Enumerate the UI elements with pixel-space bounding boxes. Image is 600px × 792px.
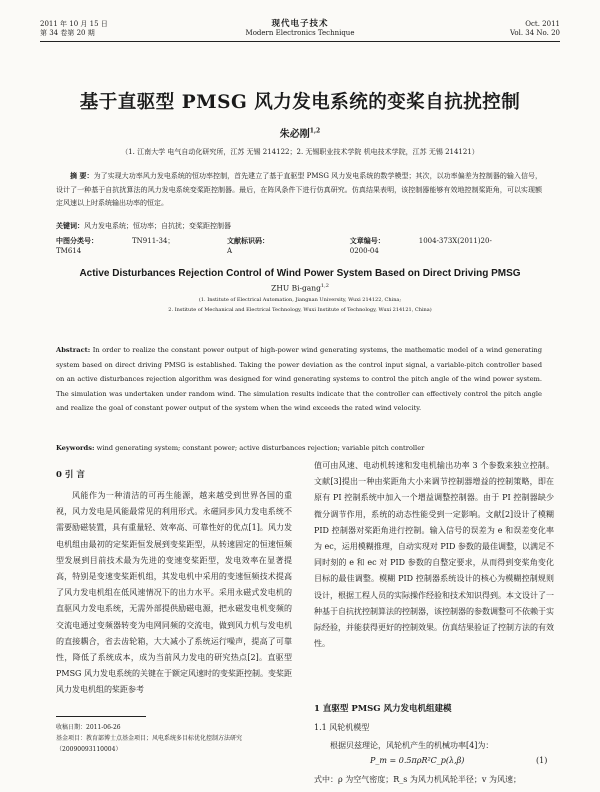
affiliation-en-2: 2. Institute of Mechanical and Electrical Technology, Wuxi Institute of Technology, Wuxi 214121, China)	[168, 307, 432, 313]
keywords-cn-label: 关键词：	[56, 221, 84, 230]
cls-value: TN911-34；TM614	[56, 237, 175, 255]
doc-code-label: 文献标识码：	[227, 236, 269, 245]
doc-code	[227, 236, 316, 255]
header-volume-cn: 第 34 卷第 20 期	[40, 29, 95, 37]
doc-code-value: A	[227, 247, 233, 255]
equation-description: 式中：ρ 为空气密度；R_s 为风力机风轮半径；v 为风速；	[314, 775, 521, 784]
intro-left-text: 风能作为一种清洁的可再生能源，越来越受到世界各国的重视，风力发电是风能最常见的利用形式。永磁同步风力发电系统不需要励磁装置，具有重量轻、效率高、可靠性好的优点[1]。风力发电机组由最初的定桨距恒发展到变桨距型，从转速固定的恒速恒频型发展到目前技术最为先进的变速变桨距型，发电效率在显著提高，特别是变速变桨距机组，其发电机中采用的变速恒频技术提高了风力发电机组在低风速情况下的出力水平。采用永磁式发电机的直驱风力发电系统，无需外部提供励磁电源，把永磁发电机变频的交流电通过变频器转变为电网同频的交流电，做到风力机与发电机的直接耦合，省去齿轮箱，大大减小了系统运行噪声，提高了可靠性，降低了系统成本，成为当前风力发电的研究热点[2]。直驱型 PMSG 风力发电系统的关键在于额定风速时的变桨距控制。变桨距风力发电机组的桨距参考	[56, 491, 292, 695]
abstract-en-label: Abstract:	[56, 346, 91, 354]
abstract-en	[56, 343, 542, 416]
author-en	[0, 283, 600, 293]
abstract-cn-text: 为了实现大功率风力发电系统的恒功率控制，首先建立了基于直驱型 PMSG 风力发电系统的数学模型；其次，以功率偏差为控制器的输入信号，设计了一种基于自抗扰算法的风力发电系统变桨距控制器。最后，在阵风条件下进行仿真研究。仿真结果表明，该控制器能够有效地控制桨距角，可以实现额定风速以上时系统输出功率的恒定。	[56, 172, 543, 207]
journal-name-cn: 现代电子技术	[271, 19, 329, 29]
author-sup-cn: 1,2	[309, 127, 321, 135]
author-cn	[0, 125, 600, 140]
keywords-en	[56, 444, 542, 452]
section-1-heading: 1 直驱型 PMSG 风力发电机组建模	[314, 704, 452, 714]
cls-label: 中图分类号：	[56, 236, 98, 245]
equation-1-number: (1)	[536, 756, 548, 765]
abstract-en-text: In order to realize the constant power output of high-power wind generating systems, the mathematic model of a wind generating system based on direct driving PMSG is established. Taking the power deviation as the control input signal, a variable-pitch controller based on an active disturbances rejection algorithm was designed for wind generating systems to control the pitch angle of the wind power system. The simulation was undertaken under random wind. The simulation results indicate that the controller can effectively control the pitch angle and realize the goal of constant power output of the system when the wind exceeds the rated wind velocity.	[56, 346, 542, 412]
header-rule	[40, 41, 560, 42]
article-no-label: 文章编号：	[349, 236, 385, 245]
header-date-en: Oct. 2011	[525, 20, 560, 28]
journal-name-en: Modern Electronics Technique	[245, 29, 355, 37]
section-0-heading: 0 引 言	[56, 470, 85, 480]
keywords-cn-text: 风力发电系统；恒功率；自抗扰；变桨距控制器	[84, 222, 231, 230]
author-sup-en: 1,2	[320, 283, 329, 289]
article-number	[350, 236, 508, 255]
classification-line	[56, 236, 542, 255]
affiliation-en-1: (1. Institute of Electrical Automation, Jiangnan University, Wuxi 214122, China;	[198, 297, 402, 303]
author-name-en: ZHU Bi-gang	[271, 283, 321, 293]
footnote-received: 收稿日期：2011-06-26	[56, 724, 121, 731]
keywords-en-label: Keywords:	[56, 444, 95, 452]
author-name-cn: 朱必刚	[279, 129, 310, 140]
paper-title-en: Active Disturbances Rejection Control of Wind Power System Based on Direct Driving PMSG	[79, 268, 521, 279]
paper-title-cn: 基于直驱型 PMSG 风力发电系统的变桨自抗扰控制	[79, 92, 521, 113]
intro-right-text: 值可由风速、电动机转速和发电机输出功率 3 个参数来独立控制。文献[3]提出一种由桨距角大小来调节控制器增益的控制策略，即在原有 PI 控制系统中加入一个增益调整控制器。由于 PI 控制器缺少微分调节作用，系统的动态性能受到一定影响。文献[2]设计了模糊 PID 控制器对桨距角进行控制。输入信号的误差为 e 和误差变化率为 ec，运用模糊推理，自动实现对 PID 参数的最佳调整，以满足不同时刻的 e 和 ec 对 PID 参数的自整定要求，从而得到变桨角变化目标的最佳调整。模糊 PID 控制器系统设计的核心为模糊控制规则设计，根据工程人员的实际操作经验和技术知识得到。本文设计了一种基于自抗扰控制算法的控制器，该控制器的参数调整可不依赖于实际经验，并能获得更好的控制效果。仿真结果验证了控制方法的有效性。	[314, 461, 554, 649]
running-header-right	[510, 20, 560, 38]
affiliation-cn: （1. 江南大学 电气自动化研究所，江苏 无锡 214122；2. 无锡职业技术学院 机电技术学院，江苏 无锡 214121）	[121, 148, 479, 156]
cls-number	[56, 236, 193, 255]
section-1-1-text: 根据贝兹理论，风轮机产生的机械功率[4]为：	[330, 741, 494, 750]
footnotes	[56, 722, 292, 755]
article-no-value: 1004-373X(2011)20-0200-04	[349, 237, 492, 255]
abstract-cn	[56, 169, 542, 211]
keywords-cn	[56, 221, 542, 231]
header-volume-en: Vol. 34 No. 20	[509, 29, 560, 37]
footnote-fund: 基金项目：教育部博士点基金项目；风电系统多目标优化控制方法研究（20090093110004）	[56, 735, 243, 753]
section-1-1-heading: 1.1 风轮机模型	[314, 723, 370, 732]
equation-1: P_m = 0.5πρR²C_p(λ,β)	[370, 756, 465, 765]
keywords-en-text: wind generating system; constant power; active disturbances rejection; variable pitch controller	[96, 444, 425, 452]
header-date: 2011 年 10 月 15 日	[40, 20, 108, 28]
abstract-cn-label: 摘 要：	[70, 171, 94, 180]
footnote-rule	[56, 716, 146, 717]
